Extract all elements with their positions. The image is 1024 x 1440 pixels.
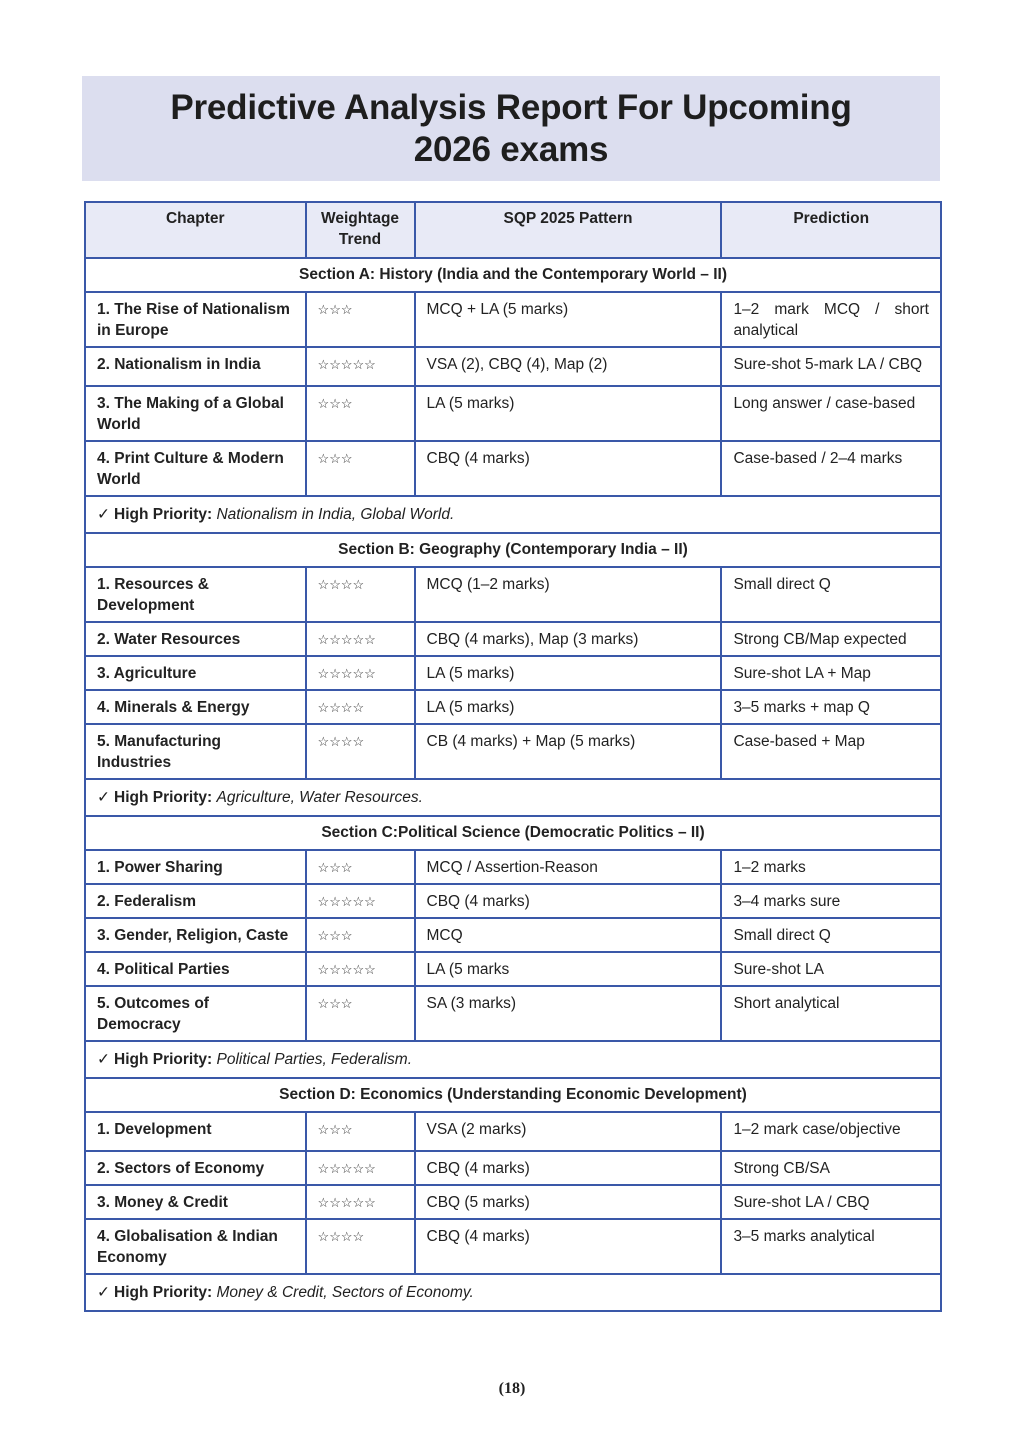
- prediction-cell: 1–2 marks: [721, 850, 941, 884]
- section-title: Section A: History (India and the Contemporary World – II): [85, 258, 941, 292]
- prediction-cell: Sure-shot LA + Map: [721, 656, 941, 690]
- checkmark-icon: ✓: [97, 1284, 110, 1301]
- prediction-cell: Short analytical: [721, 986, 941, 1041]
- prediction-cell: Small direct Q: [721, 567, 941, 622]
- weightage-stars: ☆☆☆: [306, 986, 415, 1041]
- report-title-line-2: 2026 exams: [413, 129, 609, 169]
- table-row: [85, 986, 941, 1041]
- chapter-cell: 3. The Making of a Global World: [85, 386, 306, 441]
- table-row: [85, 1219, 941, 1274]
- table-row: [85, 1185, 941, 1219]
- weightage-stars: ☆☆☆: [306, 386, 415, 441]
- header-chapter: Chapter: [85, 202, 306, 258]
- high-priority-topics: Political Parties, Federalism.: [216, 1051, 413, 1068]
- table-header-row: [85, 202, 941, 258]
- chapter-cell: 5. Outcomes of Democracy: [85, 986, 306, 1041]
- report-title: [170, 87, 851, 171]
- prediction-cell: Case-based / 2–4 marks: [721, 441, 941, 496]
- prediction-cell: Sure-shot 5-mark LA / CBQ: [721, 347, 941, 386]
- chapter-cell: 1. Development: [85, 1112, 306, 1151]
- high-priority-row: [85, 496, 941, 533]
- weightage-stars: ☆☆☆: [306, 850, 415, 884]
- prediction-cell: 3–5 marks + map Q: [721, 690, 941, 724]
- chapter-cell: 5. Manufacturing Industries: [85, 724, 306, 779]
- high-priority-label: High Priority:: [114, 1284, 213, 1301]
- prediction-cell: 3–4 marks sure: [721, 884, 941, 918]
- table-row: [85, 622, 941, 656]
- high-priority-note: [85, 496, 941, 533]
- weightage-stars: ☆☆☆☆☆: [306, 1185, 415, 1219]
- high-priority-row: [85, 779, 941, 816]
- section-header-row: [85, 1078, 941, 1112]
- pattern-cell: CBQ (4 marks): [415, 1151, 722, 1185]
- weightage-stars: ☆☆☆☆: [306, 724, 415, 779]
- table-row: [85, 1112, 941, 1151]
- weightage-stars: ☆☆☆☆: [306, 1219, 415, 1274]
- pattern-cell: MCQ: [415, 918, 722, 952]
- table-row: [85, 567, 941, 622]
- report-title-banner: [82, 76, 940, 181]
- high-priority-topics: Nationalism in India, Global World.: [216, 506, 455, 523]
- table-row: [85, 386, 941, 441]
- prediction-cell: Strong CB/SA: [721, 1151, 941, 1185]
- chapter-cell: 2. Sectors of Economy: [85, 1151, 306, 1185]
- high-priority-note: [85, 1041, 941, 1078]
- table-row: [85, 292, 941, 347]
- chapter-cell: 1. Resources & Development: [85, 567, 306, 622]
- weightage-stars: ☆☆☆☆☆: [306, 952, 415, 986]
- pattern-cell: LA (5 marks): [415, 656, 722, 690]
- pattern-cell: LA (5 marks: [415, 952, 722, 986]
- chapter-cell: 1. The Rise of Nationalism in Europe: [85, 292, 306, 347]
- chapter-cell: 2. Federalism: [85, 884, 306, 918]
- pattern-cell: CB (4 marks) + Map (5 marks): [415, 724, 722, 779]
- weightage-stars: ☆☆☆: [306, 1112, 415, 1151]
- weightage-stars: ☆☆☆: [306, 292, 415, 347]
- table-row: [85, 441, 941, 496]
- checkmark-icon: ✓: [97, 789, 110, 806]
- high-priority-topics: Money & Credit, Sectors of Economy.: [216, 1284, 474, 1301]
- table-row: [85, 1151, 941, 1185]
- high-priority-note: [85, 1274, 941, 1311]
- weightage-stars: ☆☆☆☆☆: [306, 622, 415, 656]
- pattern-cell: MCQ / Assertion-Reason: [415, 850, 722, 884]
- pattern-cell: VSA (2 marks): [415, 1112, 722, 1151]
- pattern-cell: LA (5 marks): [415, 690, 722, 724]
- table-row: [85, 884, 941, 918]
- chapter-cell: 3. Money & Credit: [85, 1185, 306, 1219]
- weightage-stars: ☆☆☆☆: [306, 567, 415, 622]
- pattern-cell: VSA (2), CBQ (4), Map (2): [415, 347, 722, 386]
- weightage-stars: ☆☆☆☆: [306, 690, 415, 724]
- weightage-stars: ☆☆☆☆☆: [306, 656, 415, 690]
- high-priority-label: High Priority:: [114, 1051, 213, 1068]
- table-row: [85, 690, 941, 724]
- pattern-cell: CBQ (4 marks), Map (3 marks): [415, 622, 722, 656]
- prediction-cell: 1–2 mark case/objective: [721, 1112, 941, 1151]
- pattern-cell: CBQ (4 marks): [415, 1219, 722, 1274]
- high-priority-label: High Priority:: [114, 789, 213, 806]
- table-row: [85, 656, 941, 690]
- pattern-cell: MCQ (1–2 marks): [415, 567, 722, 622]
- section-title: Section B: Geography (Contemporary India – II): [85, 533, 941, 567]
- chapter-cell: 4. Globalisation & Indian Economy: [85, 1219, 306, 1274]
- weightage-stars: ☆☆☆: [306, 441, 415, 496]
- weightage-stars: ☆☆☆: [306, 918, 415, 952]
- checkmark-icon: ✓: [97, 1051, 110, 1068]
- section-header-row: [85, 533, 941, 567]
- pattern-cell: SA (3 marks): [415, 986, 722, 1041]
- chapter-cell: 3. Gender, Religion, Caste: [85, 918, 306, 952]
- section-header-row: [85, 816, 941, 850]
- prediction-cell: 1–2 mark MCQ / short analytical: [721, 292, 941, 347]
- table-row: [85, 918, 941, 952]
- table-row: [85, 952, 941, 986]
- report-title-line-1: Predictive Analysis Report For Upcoming: [170, 87, 852, 127]
- prediction-cell: Strong CB/Map expected: [721, 622, 941, 656]
- high-priority-label: High Priority:: [114, 506, 213, 523]
- prediction-cell: Sure-shot LA: [721, 952, 941, 986]
- chapter-cell: 1. Power Sharing: [85, 850, 306, 884]
- table-row: [85, 850, 941, 884]
- prediction-cell: 3–5 marks analytical: [721, 1219, 941, 1274]
- prediction-cell: Small direct Q: [721, 918, 941, 952]
- table-row: [85, 347, 941, 386]
- weightage-stars: ☆☆☆☆☆: [306, 1151, 415, 1185]
- pattern-cell: CBQ (5 marks): [415, 1185, 722, 1219]
- header-sqp-pattern: SQP 2025 Pattern: [415, 202, 722, 258]
- table-row: [85, 724, 941, 779]
- pattern-cell: MCQ + LA (5 marks): [415, 292, 722, 347]
- section-title: Section C:Political Science (Democratic Politics – II): [85, 816, 941, 850]
- prediction-table: [84, 201, 942, 1312]
- prediction-cell: Case-based + Map: [721, 724, 941, 779]
- pattern-cell: LA (5 marks): [415, 386, 722, 441]
- header-prediction: Prediction: [721, 202, 941, 258]
- high-priority-row: [85, 1041, 941, 1078]
- section-header-row: [85, 258, 941, 292]
- pattern-cell: CBQ (4 marks): [415, 441, 722, 496]
- high-priority-row: [85, 1274, 941, 1311]
- chapter-cell: 2. Water Resources: [85, 622, 306, 656]
- prediction-cell: Long answer / case-based: [721, 386, 941, 441]
- chapter-cell: 4. Print Culture & Modern World: [85, 441, 306, 496]
- chapter-cell: 3. Agriculture: [85, 656, 306, 690]
- page-number: (18): [498, 1380, 526, 1397]
- checkmark-icon: ✓: [97, 506, 110, 523]
- high-priority-note: [85, 779, 941, 816]
- table-body: [85, 258, 941, 1311]
- weightage-stars: ☆☆☆☆☆: [306, 347, 415, 386]
- weightage-stars: ☆☆☆☆☆: [306, 884, 415, 918]
- prediction-cell: Sure-shot LA / CBQ: [721, 1185, 941, 1219]
- header-weightage-trend: Weightage Trend: [306, 202, 415, 258]
- chapter-cell: 2. Nationalism in India: [85, 347, 306, 386]
- pattern-cell: CBQ (4 marks): [415, 884, 722, 918]
- high-priority-topics: Agriculture, Water Resources.: [216, 789, 423, 806]
- chapter-cell: 4. Minerals & Energy: [85, 690, 306, 724]
- chapter-cell: 4. Political Parties: [85, 952, 306, 986]
- section-title: Section D: Economics (Understanding Economic Development): [85, 1078, 941, 1112]
